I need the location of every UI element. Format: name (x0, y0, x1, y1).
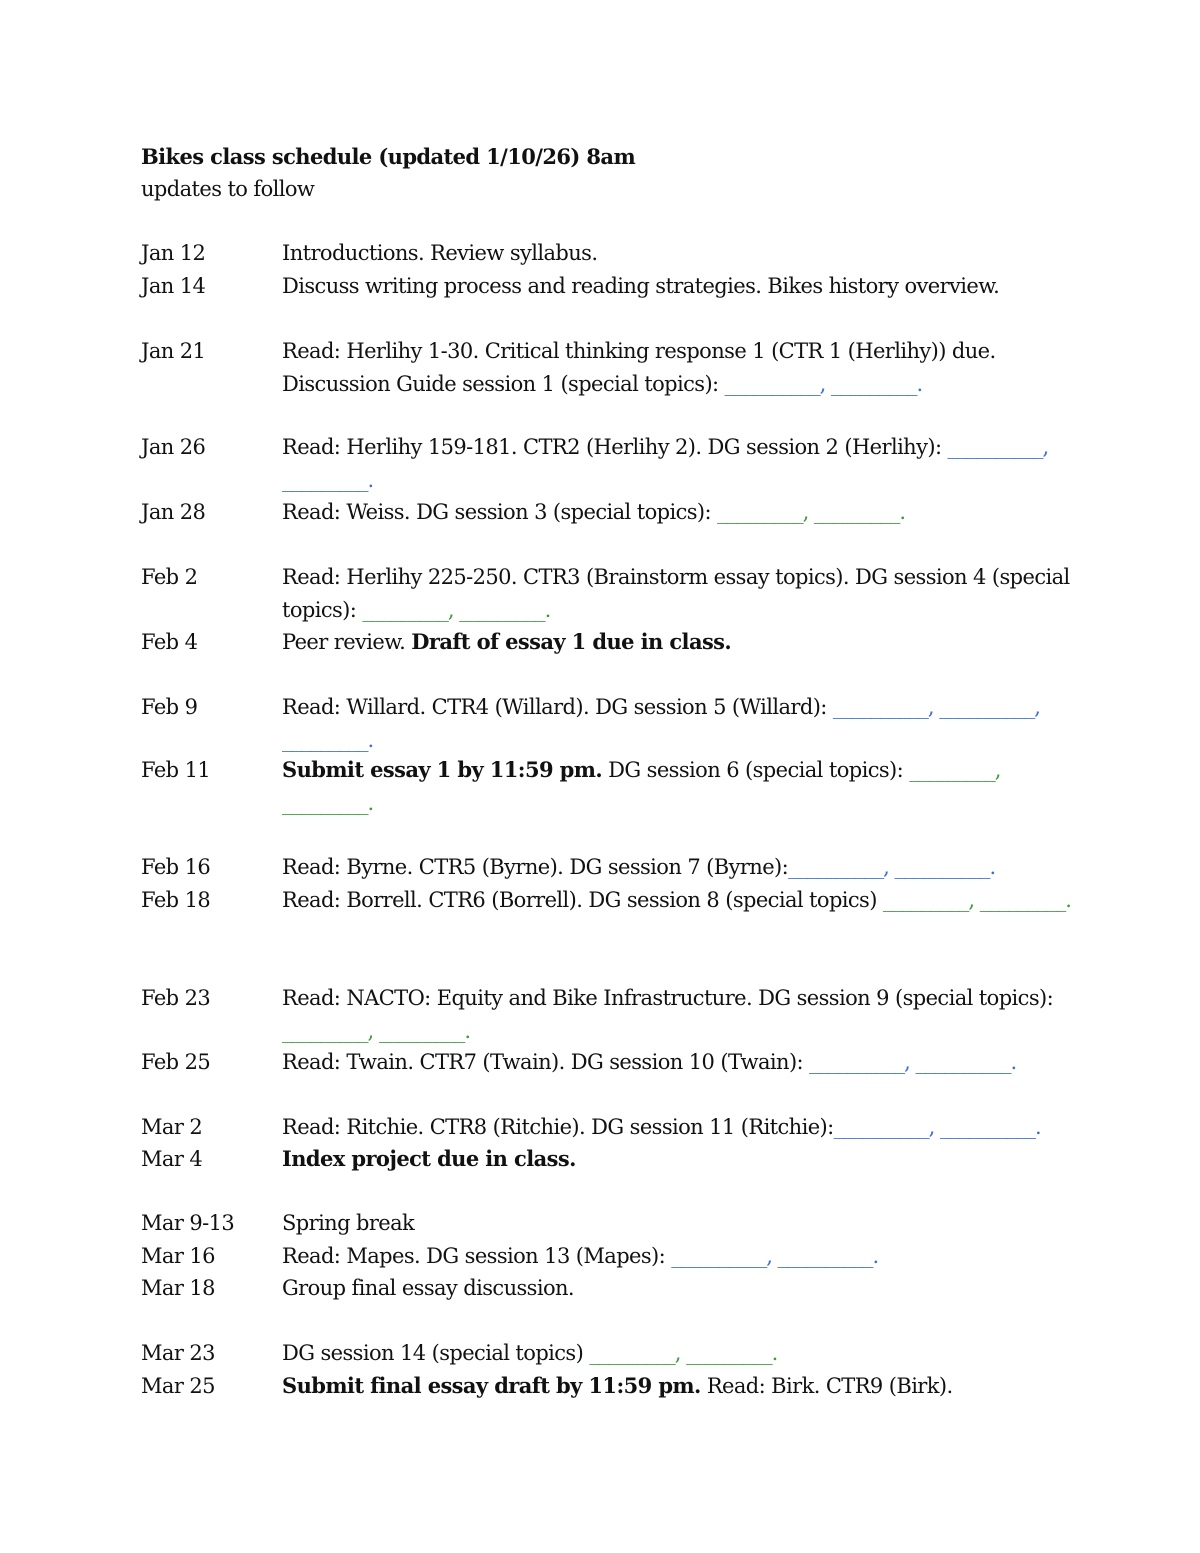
entry-date: Feb 16 (141, 855, 211, 879)
schedule-entry (141, 335, 1071, 400)
entry-description (282, 1046, 1072, 1079)
entry-date: Jan 14 (141, 274, 206, 298)
fill-in-blank: __________, __________. (809, 1050, 1017, 1074)
schedule-entry (141, 1143, 1071, 1176)
entry-description (282, 626, 1072, 659)
entry-text: Read: Byrne. CTR5 (Byrne). DG session 7 (Byrne): (282, 855, 789, 879)
fill-in-blank: _________, _________. (717, 500, 906, 524)
entry-description (282, 431, 1072, 496)
fill-in-blank: __________, __________. (788, 855, 996, 879)
entry-date: Feb 25 (141, 1050, 211, 1074)
schedule-title: Bikes class schedule (updated 1/10/26) 8am (141, 144, 636, 169)
entry-date: Mar 23 (141, 1341, 215, 1365)
entry-date: Mar 18 (141, 1276, 215, 1300)
entry-text: DG session 6 (special topics): (602, 758, 910, 782)
entry-description (282, 335, 1072, 400)
entry-text: Read: NACTO: Equity and Bike Infrastructure. DG session 9 (special topics): (282, 986, 1054, 1010)
entry-description (282, 851, 1072, 884)
schedule-entry (141, 270, 1071, 303)
fill-in-blank: __________, _________. (282, 435, 1049, 492)
fill-in-blank: _________, _________. (282, 1018, 471, 1043)
fill-in-blank: __________, __________. (833, 1115, 1041, 1139)
bold-text: Submit essay 1 by 11:59 pm. (282, 757, 603, 782)
bold-text: Draft of essay 1 due in class. (411, 629, 732, 654)
entry-description (282, 884, 1072, 917)
schedule-entry (141, 1370, 1071, 1403)
entry-text: Read: Borrell. CTR6 (Borrell). DG session 8 (special topics) (282, 888, 883, 912)
fill-in-blank: _________, _________. (362, 597, 551, 622)
entry-description (282, 754, 1072, 819)
entry-date: Mar 2 (141, 1115, 203, 1139)
entry-description (282, 691, 1072, 756)
schedule-entry (141, 1046, 1071, 1079)
entry-text: Read: Birk. CTR9 (Birk). (700, 1374, 953, 1398)
entry-text: Read: Mapes. DG session 13 (Mapes): (282, 1244, 672, 1268)
schedule-entry (141, 1111, 1071, 1144)
entry-text: Read: Twain. CTR7 (Twain). DG session 10 (Twain): (282, 1050, 810, 1074)
entry-date: Mar 4 (141, 1147, 203, 1171)
entry-date: Jan 28 (141, 500, 206, 524)
schedule-entry (141, 431, 1071, 496)
schedule-subtitle: updates to follow (141, 177, 315, 201)
entry-description (282, 237, 1072, 270)
entry-date: Mar 9-13 (141, 1211, 235, 1235)
schedule-entry (141, 1240, 1071, 1273)
entry-description (282, 1240, 1072, 1273)
entry-description (282, 1337, 1072, 1370)
schedule-entry (141, 691, 1071, 756)
schedule-entry (141, 1207, 1071, 1240)
entry-date: Feb 11 (141, 758, 211, 782)
entry-date: Jan 26 (141, 435, 206, 459)
schedule-entry (141, 561, 1071, 626)
entry-text: Read: Ritchie. CTR8 (Ritchie). DG session 11 (Ritchie): (282, 1115, 834, 1139)
fill-in-blank: __________, _________. (724, 371, 923, 396)
fill-in-blank: _________, _________. (282, 758, 1001, 815)
entry-description (282, 1143, 1072, 1176)
entry-description (282, 1272, 1072, 1305)
entry-text: DG session 14 (special topics) (282, 1341, 590, 1365)
entry-description (282, 496, 1072, 529)
bold-text: Submit final essay draft by 11:59 pm. (282, 1373, 701, 1398)
schedule-entry (141, 1337, 1071, 1370)
entry-date: Jan 21 (141, 339, 206, 363)
entry-text: Read: Herlihy 159-181. CTR2 (Herlihy 2). DG session 2 (Herlihy): (282, 435, 948, 459)
fill-in-blank: _________, _________. (882, 888, 1071, 912)
schedule-entry (141, 626, 1071, 659)
entry-date: Jan 12 (141, 241, 206, 265)
entry-date: Mar 16 (141, 1244, 215, 1268)
entry-description (282, 1370, 1072, 1403)
schedule-entry (141, 884, 1071, 917)
entry-text: Read: Herlihy 1-30. Critical thinking response 1 (CTR 1 (Herlihy)) due. Discussion Guide session 1 (special topics): (282, 339, 996, 396)
entry-text: Read: Willard. CTR4 (Willard). DG session 5 (Willard): (282, 695, 833, 719)
entry-date: Feb 2 (141, 565, 198, 589)
entry-description (282, 982, 1072, 1047)
entry-date: Feb 18 (141, 888, 211, 912)
schedule-entry (141, 1272, 1071, 1305)
schedule-entry (141, 754, 1071, 819)
entry-text: Read: Weiss. DG session 3 (special topics): (282, 500, 718, 524)
fill-in-blank: __________, __________. (671, 1244, 879, 1268)
entry-text: Introductions. Review syllabus. (282, 241, 598, 265)
schedule-entry (141, 851, 1071, 884)
entry-date: Feb 4 (141, 630, 198, 654)
entry-description (282, 561, 1072, 626)
bold-text: Index project due in class. (282, 1146, 576, 1171)
fill-in-blank: __________, __________, _________. (282, 695, 1040, 752)
entry-description (282, 1111, 1072, 1144)
entry-text: Read: Herlihy 225-250. CTR3 (Brainstorm essay topics). DG session 4 (special topics): (282, 565, 1070, 622)
schedule-entry (141, 496, 1071, 529)
fill-in-blank: _________, _________. (589, 1341, 778, 1365)
entry-description (282, 270, 1072, 303)
schedule-entry (141, 982, 1071, 1047)
entry-text: Discuss writing process and reading strategies. Bikes history overview. (282, 274, 1000, 298)
entry-date: Mar 25 (141, 1374, 215, 1398)
schedule-entry (141, 237, 1071, 270)
entry-text: Group final essay discussion. (282, 1276, 575, 1300)
entry-date: Feb 9 (141, 695, 198, 719)
entry-description (282, 1207, 1072, 1240)
entry-date: Feb 23 (141, 986, 211, 1010)
entry-text: Peer review. (282, 630, 412, 654)
entry-text: Spring break (282, 1211, 415, 1235)
